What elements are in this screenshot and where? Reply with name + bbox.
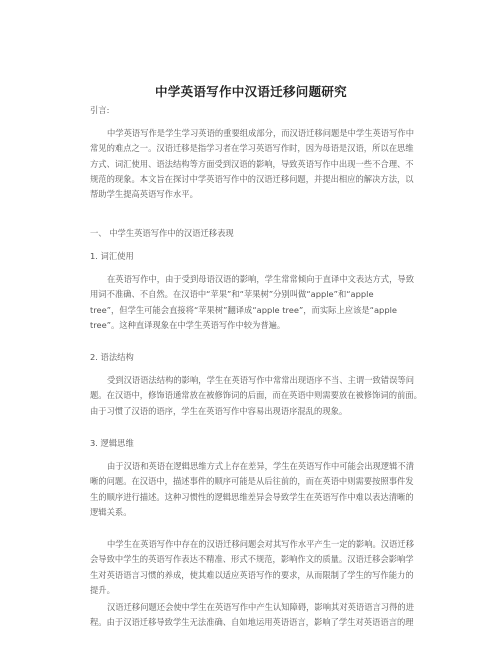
paragraph-line: 帮助学生提高英语写作水平。 [90, 189, 198, 200]
intro-paragraph [90, 126, 442, 202]
paragraph-line: 晰的问题。在汉语中，描述事件的顺序可能是从后往前的，而在英语中则需要按照事件发 [90, 476, 414, 487]
paragraph-line: 生的顺序进行描述。这种习惯性的逻辑思维差异会导致学生在英语写作中难以表达清晰的 [90, 491, 414, 502]
paragraph-line: tree”。这种直译现象在中学生英语写作中较为普遍。 [90, 319, 286, 330]
paragraph-line: 由于习惯了汉语的语序，学生在英语写作中容易出现语序混乱的现象。 [90, 405, 348, 416]
paragraph-line: 中学英语写作是学生学习英语的重要组成部分，而汉语迁移问题是中学生英语写作中 [107, 128, 414, 138]
logic-paragraph [90, 459, 442, 520]
paragraph-line: 汉语迁移问题还会使中学生在英语写作中产生认知障碍，影响其对英语语言习得的进 [107, 602, 414, 612]
subheading-vocabulary: 1. 词汇使用 [90, 251, 134, 261]
paragraph-line: 逻辑关系。 [90, 506, 132, 517]
grammar-paragraph [90, 373, 442, 419]
paragraph-line: 常见的难点之一。汉语迁移是指学习者在学习英语写作时，因为母语是汉语，所以在思维 [90, 143, 414, 154]
section-heading: 一、 中学生英语写作中的汉语迁移表现 [90, 228, 234, 238]
paragraph-line: 程。由于汉语迁移导致学生无法准确、自如地运用英语语言，影响了学生对英语语言的理 [90, 617, 414, 628]
paragraph-line: 会导致中学生的英语写作表达不精准、形式不规范，影响作文的质量。汉语迁移会影响学 [90, 554, 414, 565]
document-title: 中学英语写作中汉语迁移问题研究 [154, 84, 347, 99]
cognitive-paragraph [90, 600, 442, 631]
impact-paragraph [90, 537, 442, 598]
paragraph-line: 方式、词汇使用、语法结构等方面受到汉语的影响，导致英语写作中出现一些不合理、不 [90, 158, 414, 169]
paragraph-line: 用词不准确、不自然。在汉语中“苹果”和“苹果树”分别叫做“apple”和“apple [90, 289, 374, 300]
paragraph-line: 受到汉语语法结构的影响，学生在英语写作中常常出现语序不当、主谓一致错误等问 [107, 375, 414, 385]
paragraph-line: 中学生在英语写作中存在的汉语迁移问题会对其写作水平产生一定的影响。汉语迁移 [107, 539, 414, 549]
subheading-logic: 3. 逻辑思维 [90, 438, 134, 448]
paragraph-line: 生对英语语言习惯的养成，使其难以适应英语写作的要求，从而限制了学生的写作能力的 [90, 569, 414, 580]
subheading-grammar: 2. 语法结构 [90, 352, 134, 362]
paragraph-line: tree”，但学生可能会直接将“苹果树”翻译成“apple tree”，而实际上应该是“apple [90, 304, 397, 315]
paragraph-line: 提升。 [90, 584, 115, 595]
paragraph-line: 由于汉语和英语在逻辑思维方式上存在差异，学生在英语写作中可能会出现逻辑不清 [107, 461, 414, 471]
paragraph-line: 规范的现象。本文旨在探讨中学英语写作中的汉语迁移问题，并提出相应的解决方法，以 [90, 173, 414, 184]
paragraph-line: 题。在汉语中，修饰语通常放在被修饰词的后面，而在英语中则需要放在被修饰词的前面。 [90, 390, 422, 401]
vocabulary-paragraph [90, 272, 442, 333]
intro-label: 引言: [90, 105, 110, 115]
paragraph-line: 在英语写作中，由于受到母语汉语的影响，学生常常倾向于直译中文表达方式，导致 [107, 274, 414, 284]
